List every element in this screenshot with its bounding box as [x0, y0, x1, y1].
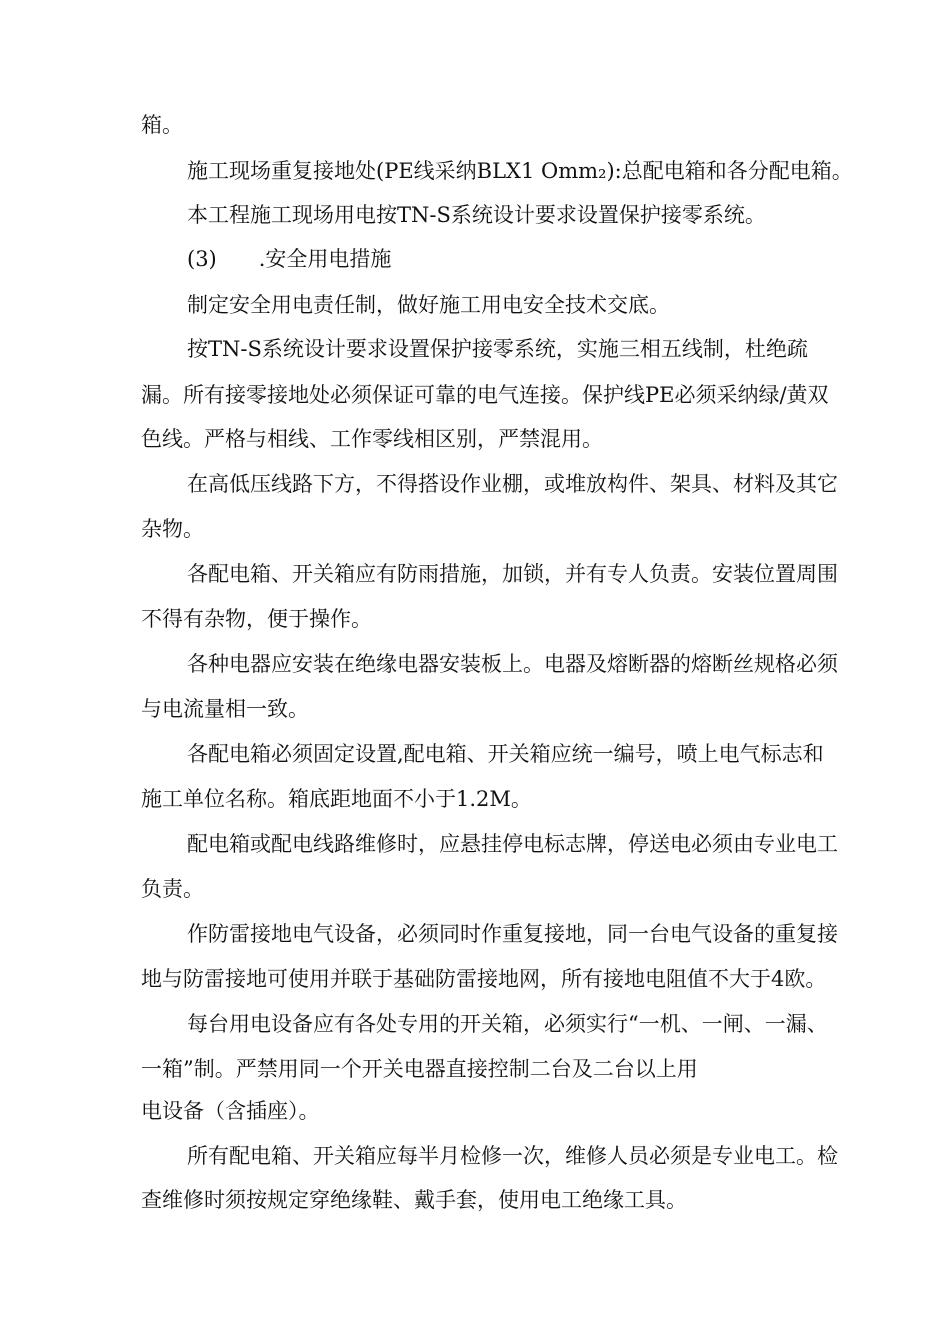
text-line: 负责。 — [141, 877, 204, 901]
text-line: 施工现场重复接地处(PE线采纳BLX1 Omm₂):总配电箱和各分配电箱。 — [187, 159, 853, 183]
text-line: 一箱”制。严禁用同一个开关电器直接控制二台及二台以上用 — [141, 1057, 698, 1081]
text-line: 地与防雷接地可使用并联于基础防雷接地网，所有接地电阻值不大于4欧。 — [141, 967, 827, 991]
text-line: 制定安全用电责任制，做好施工用电安全技术交底。 — [187, 293, 670, 317]
text-line: 施工单位名称。箱底距地面不小于1.2M。 — [141, 787, 532, 811]
text-line: 各配电箱必须固定设置,配电箱、开关箱应统一编号，喷上电气标志和 — [187, 742, 824, 766]
text-line: 漏。所有接零接地处必须保证可靠的电气连接。保护线PE必须采纳绿/黄双 — [141, 383, 829, 407]
text-line: 作防雷接地电气设备，必须同时作重复接地，同一台电气设备的重复接 — [187, 922, 838, 946]
text-line: 杂物。 — [141, 517, 204, 541]
text-line: 各种电器应安装在绝缘电器安装板上。电器及熔断器的熔断丝规格必须 — [187, 652, 838, 676]
text-line: 各配电箱、开关箱应有防雨措施，加锁，并有专人负责。安装位置周围 — [187, 562, 838, 586]
text-line: 箱。 — [141, 113, 183, 137]
text-line: 不得有杂物，便于操作。 — [141, 607, 372, 631]
text-line: 配电箱或配电线路维修时，应悬挂停电标志牌，停送电必须由专业电工 — [187, 832, 838, 856]
text-line: 本工程施工现场用电按TN-S系统设计要求设置保护接零系统。 — [187, 203, 766, 227]
text-line: 按TN-S系统设计要求设置保护接零系统，实施三相五线制，杜绝疏 — [187, 337, 808, 361]
text-line: 每台用电设备应有各处专用的开关箱，必须实行“一机、一闸、一漏、 — [187, 1012, 828, 1036]
text-line: 所有配电箱、开关箱应每半月检修一次，维修人员必须是专业电工。检 — [187, 1144, 838, 1168]
text-line: 色线。严格与相线、工作零线相区别，严禁混用。 — [141, 427, 603, 451]
text-line: 电设备（含插座）。 — [141, 1099, 320, 1123]
text-line: 查维修时须按规定穿绝缘鞋、戴手套，使用电工绝缘工具。 — [141, 1188, 687, 1212]
text-line: 在高低压线路下方，不得搭设作业棚，或堆放构件、架具、材料及其它 — [187, 472, 838, 496]
section-heading: (3) .安全用电措施 — [187, 247, 392, 271]
text-line: 与电流量相一致。 — [141, 697, 309, 721]
